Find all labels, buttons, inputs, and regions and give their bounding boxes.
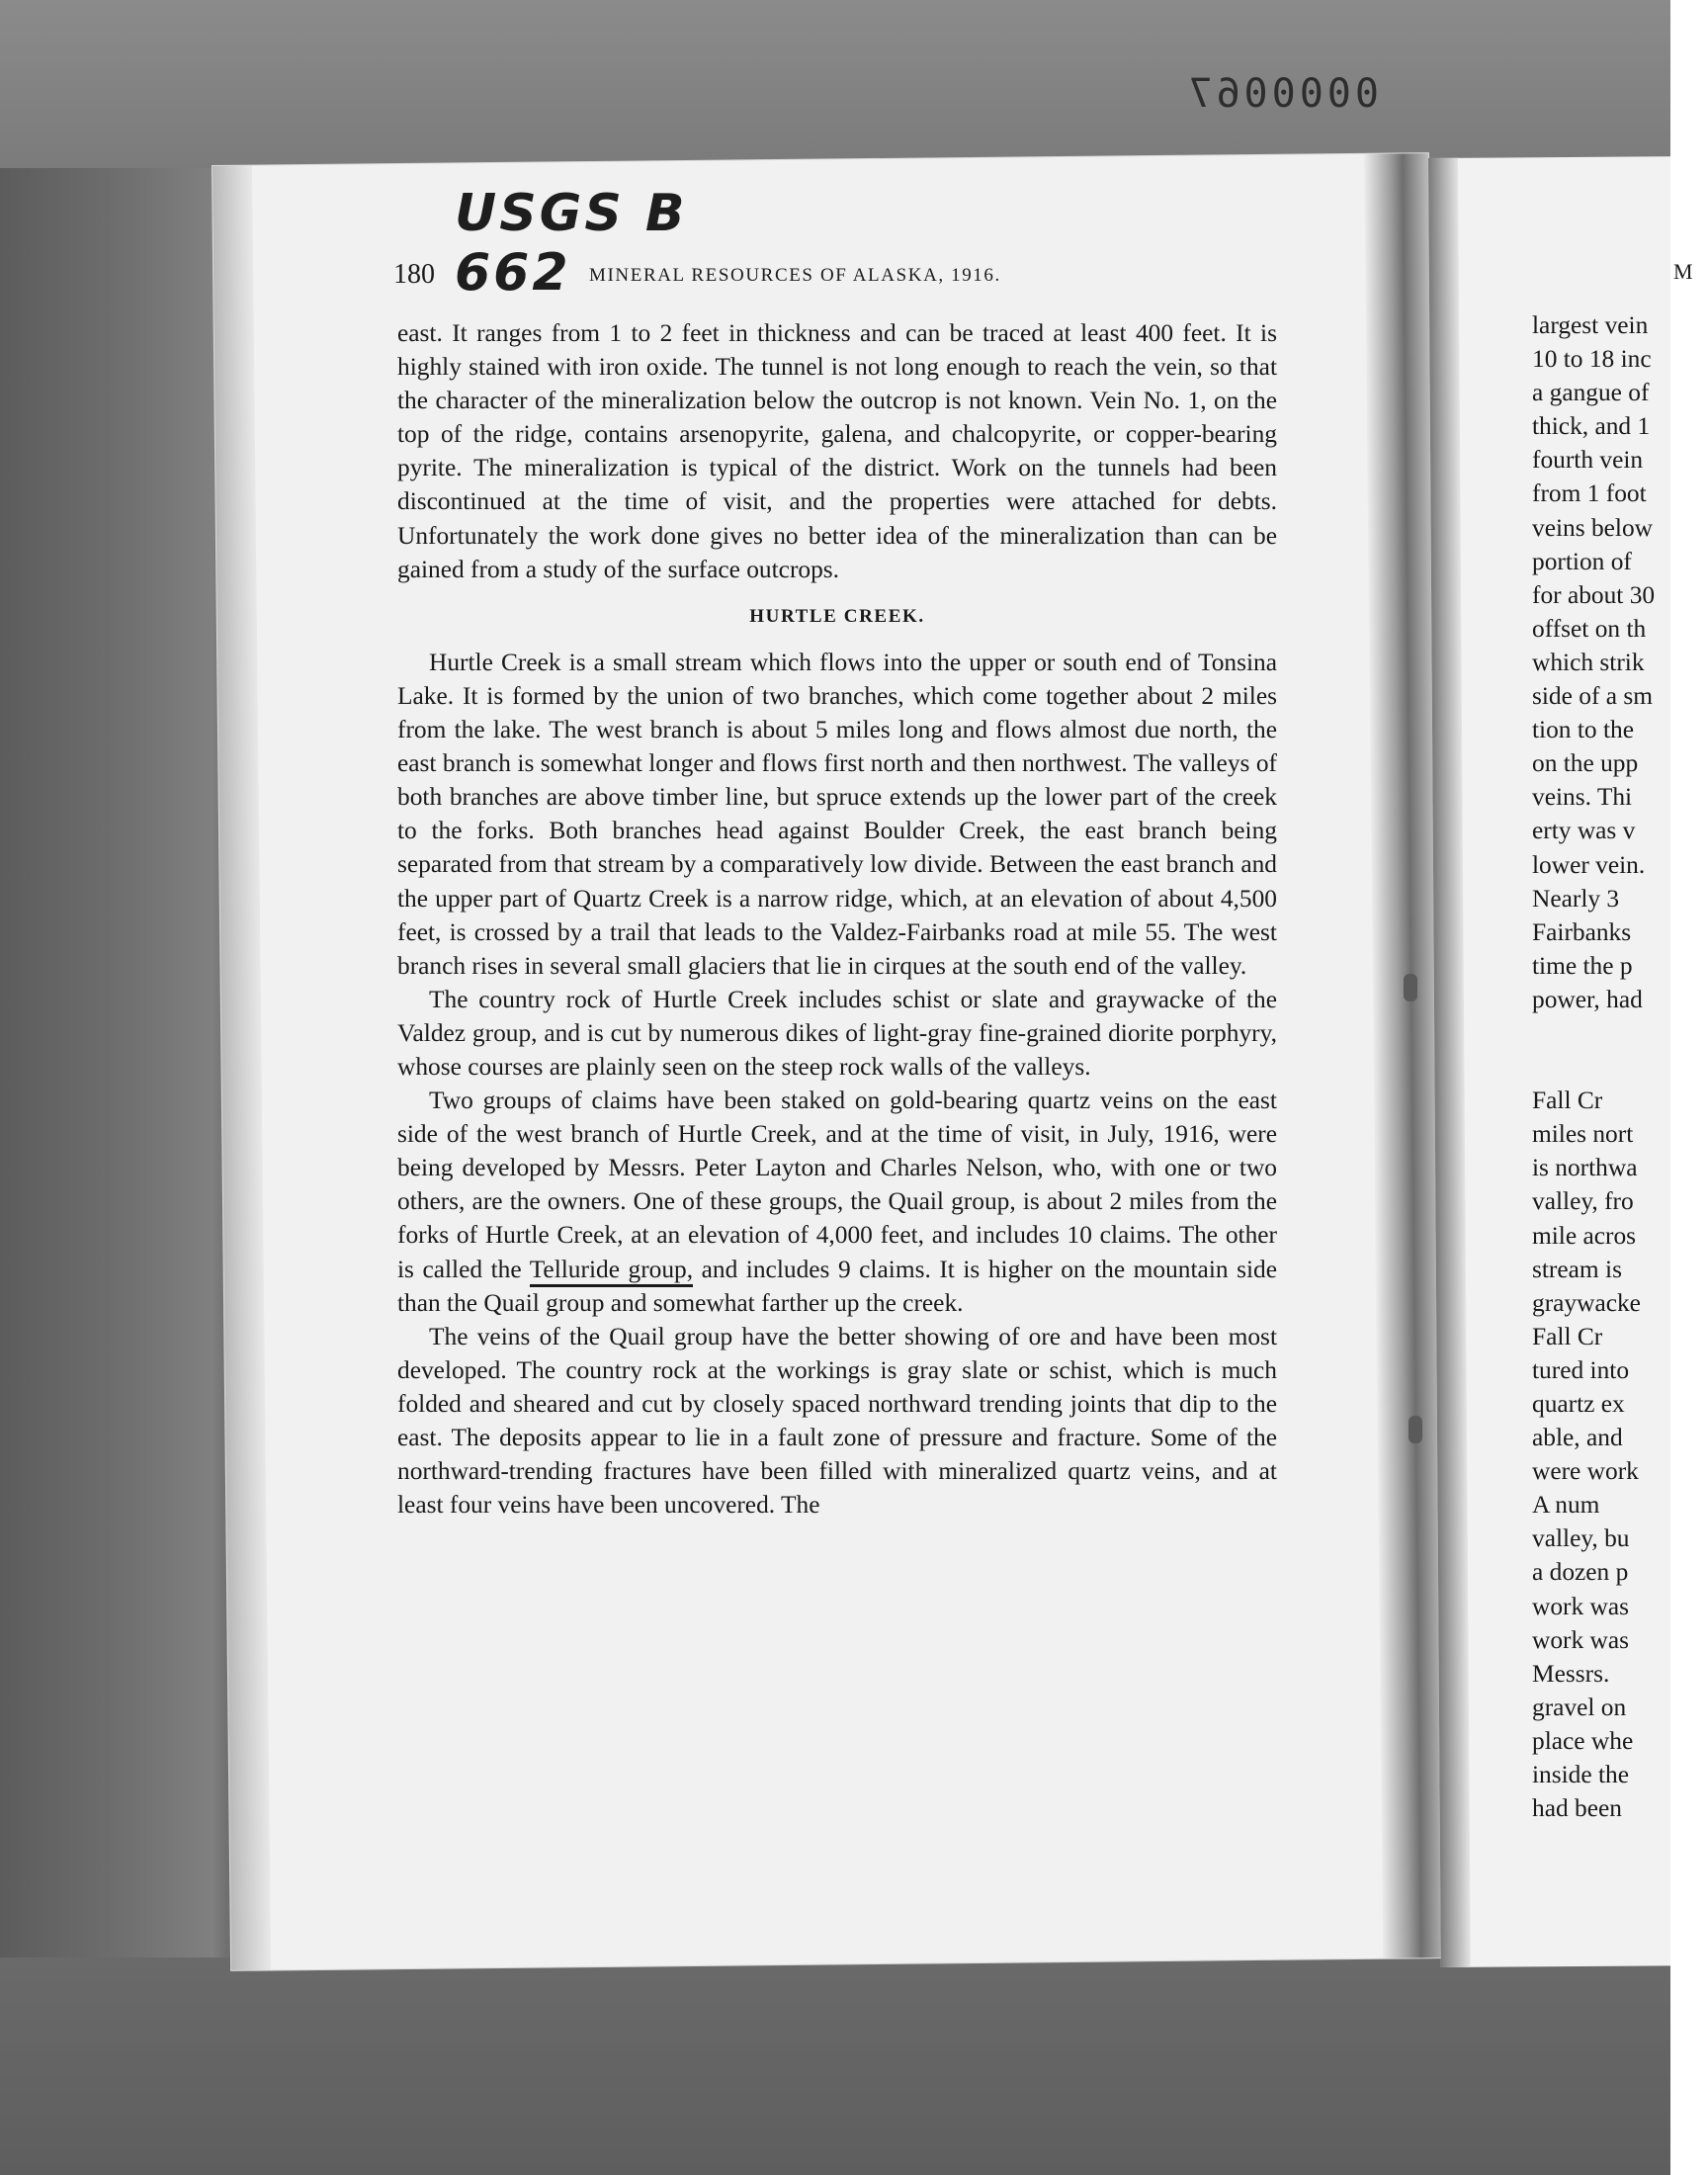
facing-page-line: place whe: [1532, 1726, 1634, 1755]
page-header: [393, 259, 1283, 299]
paragraph-text: and includes 9 claims. It is higher on the mountain side than the Quail group and somewhat farther up the creek.: [397, 1255, 1278, 1317]
facing-page-line: miles nort: [1532, 1120, 1634, 1149]
facing-page-line: able, and: [1532, 1424, 1623, 1452]
facing-page-line: largest vein: [1532, 311, 1649, 339]
underlined-annotation: Telluride group,: [530, 1256, 693, 1287]
facing-page-line: lower vein.: [1532, 850, 1646, 879]
scan-bottom-margin: [0, 1958, 1708, 2175]
paragraph: The country rock of Hurtle Creek includes schist or slate and graywacke of the Valdez group, and is cut by numerous dikes of light-gray fine-grained diorite porphyry, whose courses are plainly seen on the steep rock walls of the valleys.: [397, 985, 1277, 1081]
facing-page-line: graywacke: [1532, 1288, 1641, 1317]
paragraph: Hurtle Creek is a small stream which flows into the upper or south end of Tonsina Lake. It is formed by the union of two branches, which come together about 2 miles from the lake. The west branch is about 5 miles long and flows almost due north, the east branch is somewhat longer and flows first north and then northwest. The valleys of both branches are above timber line, but spruce extends up the lower part of the creek to the forks. Both branches head against Boulder Creek, the east branch being separated from that stream by a comparatively low divide. Between the east branch and the upper part of Quartz Creek is a narrow ridge, which, at an elevation of about 4,500 feet, is crossed by a trail that leads to the Valdez-Fairbanks road at mile 55. The west branch rises in several small glaciers that lie in cirques at the south end of the valley.: [397, 648, 1277, 980]
facing-page-line: Fall Cr: [1532, 1322, 1603, 1350]
paragraph-text: Two groups of claims have been staked on gold-bearing quartz veins on the east side of the west branch of Hurtle Creek, and at the time of visit, in July, 1916, were being developed by Messrs. Peter Layton and Charles Nelson, who, with one or two others, are the owners. One of these groups, the Quail group, is about 2 miles from the forks of Hurtle Creek, at an elevation of 4,000 feet, and includes 10 claims. The other is called the: [397, 1087, 1277, 1283]
facing-page-line: stream is: [1532, 1255, 1622, 1283]
binding-clip-mark: [1404, 974, 1417, 1001]
facing-page-line: veins below: [1532, 513, 1653, 542]
facing-page-line: side of a sm: [1532, 682, 1653, 711]
paragraph: east. It ranges from 1 to 2 feet in thickness and can be traced at least 400 feet. It is highly stained with iron oxide. The tunnel is not long enough to reach the vein, so that the character of the mineralization below the outcrop is not known. Vein No. 1, on the top of the ridge, contains arsenopyrite, galena, and chalcopyrite, or copper-bearing pyrite. The mineralization is typical of the district. Work on the tunnels had been discontinued at the time of visit, and the properties were attached for debts. Unfortunately the work done gives no better idea of the mineralization than can be gained from a study of the surface outcrops.: [397, 319, 1277, 583]
facing-page-line: quartz ex: [1532, 1390, 1625, 1418]
facing-page-line: veins. Thi: [1532, 783, 1633, 812]
page-number: 180: [393, 259, 435, 290]
facing-page-line: which strik: [1532, 648, 1645, 676]
facing-page-line: valley, bu: [1532, 1524, 1630, 1553]
facing-page-line: is northwa: [1532, 1154, 1638, 1182]
facing-page-line: tured into: [1532, 1355, 1630, 1384]
scan-top-margin: [0, 0, 1708, 168]
facing-page-line: on the upp: [1532, 749, 1639, 778]
paragraph: The veins of the Quail group have the better showing of ore and have been most developed. The country rock at the workings is gray slate or schist, which is much folded and sheared and cut by closely spaced northward trending joints that dip to the east. The deposits appear to lie in a fault zone of pressure and fracture. Some of the northward-trending fractures have been filled with mineralized quartz veins, and at least four veins have been uncovered. The: [397, 1322, 1277, 1520]
facing-page-line: valley, fro: [1532, 1187, 1634, 1216]
facing-page-line: from 1 foot: [1532, 479, 1647, 508]
facing-page-line: Fairbanks: [1532, 917, 1632, 946]
facing-page-line: time the p: [1532, 951, 1633, 980]
facing-page-line: tion to the: [1532, 716, 1634, 744]
binding-clip-mark: [1409, 1416, 1422, 1443]
facing-page-line: fourth vein: [1532, 446, 1644, 475]
facing-page-line: Messrs.: [1532, 1659, 1610, 1688]
facing-page-line: work was: [1532, 1592, 1630, 1620]
handwritten-label: USGS B 662: [455, 184, 688, 303]
facing-page-line: mile acros: [1532, 1221, 1637, 1250]
running-title: MINERAL RESOURCES OF ALASKA, 1916.: [589, 265, 1001, 286]
scan-right-edge: [1670, 0, 1708, 2175]
facing-page-line: had been: [1532, 1794, 1622, 1823]
facing-page-line: a dozen p: [1532, 1558, 1629, 1587]
facing-page-line: Fall Cr: [1532, 1087, 1603, 1115]
facing-page-line: power, had: [1532, 985, 1643, 1013]
facing-page-text: [1532, 308, 1670, 1825]
facing-page-header: M: [1673, 259, 1693, 284]
facing-page-line: [1532, 1016, 1670, 1050]
facing-page-line: Nearly 3: [1532, 884, 1620, 913]
facing-page-line: were work: [1532, 1457, 1639, 1486]
scan-stamp-number: 0000067: [1184, 71, 1379, 117]
facing-page-line: A num: [1532, 1491, 1600, 1520]
facing-page-line: gravel on: [1532, 1693, 1627, 1721]
facing-page-line: for about 30: [1532, 580, 1656, 609]
facing-page-line: erty was v: [1532, 817, 1636, 845]
facing-page-line: 10 to 18 inc: [1532, 345, 1652, 374]
section-heading: HURTLE CREEK.: [749, 605, 925, 627]
facing-page-line: work was: [1532, 1625, 1630, 1654]
facing-page-line: inside the: [1532, 1761, 1630, 1789]
page-body: [397, 316, 1277, 1522]
facing-page-line: portion of: [1532, 547, 1632, 575]
facing-page-line: [1532, 1050, 1670, 1084]
facing-page-line: thick, and 1: [1532, 412, 1651, 441]
facing-page-line: a gangue of: [1532, 379, 1650, 407]
facing-page-line: offset on th: [1532, 614, 1647, 643]
paragraph: [397, 1084, 1277, 1320]
